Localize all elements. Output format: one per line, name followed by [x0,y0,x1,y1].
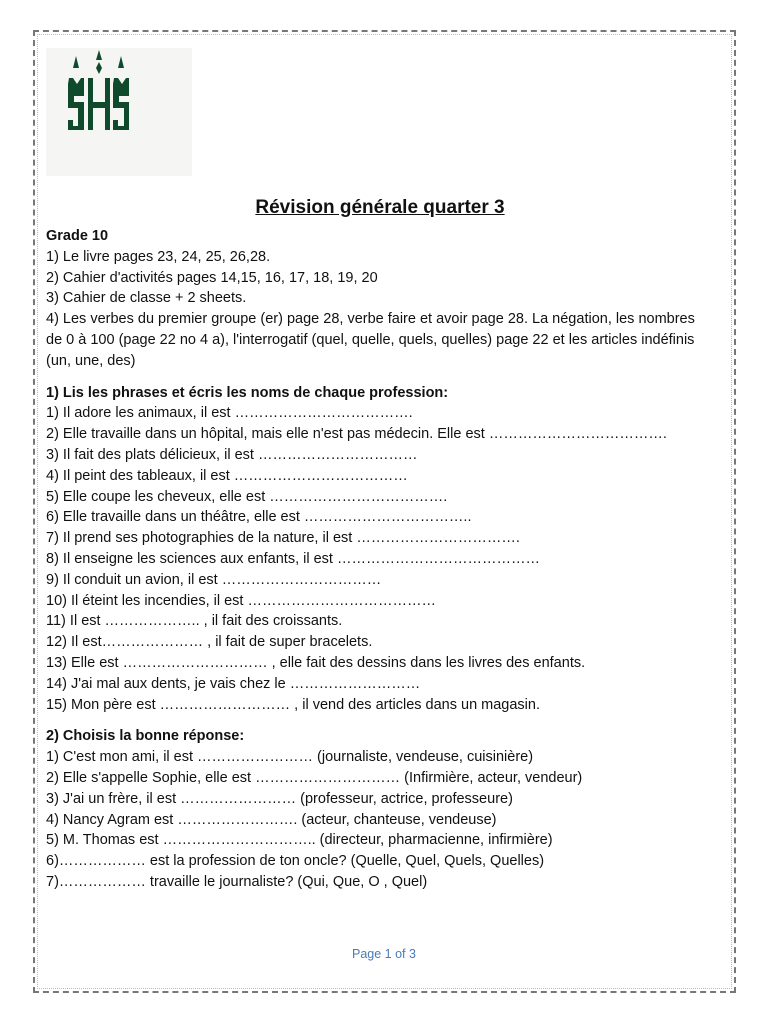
exercise-item: 7) Il prend ses photographies de la nature, il est ……………………………. [46,530,520,547]
exercise-item: 12) Il est………………… , il fait de super bracelets. [46,634,373,651]
exercise-item: 15) Mon père est ……………………… , il vend des articles dans un magasin. [46,696,540,713]
exercise-item: 1) C'est mon ami, il est …………………… (journaliste, vendeuse, cuisinière) [46,749,534,766]
exercise-item: 9) Il conduit un avion, il est …………………………… [46,571,382,588]
exercise-item: 11) Il est ……………….. , il fait des croissants. [46,613,343,630]
section1-heading: 1) Lis les phrases et écris les noms de chaque profession: [46,384,449,401]
intro-item: 3) Cahier de classe + 2 sheets. [46,290,247,307]
exercise-item: 5) M. Thomas est ………………………….. (directeur, pharmacienne, infirmière) [46,832,553,849]
intro-item: 1) Le livre pages 23, 24, 25, 26,28. [46,248,271,265]
exercise-item: 10) Il éteint les incendies, il est ………………………………… [46,592,436,609]
exercise-item: 2) Elle s'appelle Sophie, elle est ………………………… (Infirmière, acteur, vendeur) [46,769,583,786]
exercise-item: 3) Il fait des plats délicieux, il est …………………………… [46,446,418,463]
intro-item: 4) Les verbes du premier groupe (er) page 28, verbe faire et avoir page 28. La négation, les nombres de 0 à 100 (page 22 no 4 a), l'interrogatif (quel, quelle, quels, quelles) page 22 et les articles indéfinis (un, une, des) [46,311,695,369]
exercise-item: 14) J'ai mal aux dents, je vais chez le ……………………… [46,675,421,692]
page-number: Page 1 of 3 [352,947,416,961]
section2-heading: 2) Choisis la bonne réponse: [46,728,245,745]
school-logo [46,48,192,176]
document-body [46,196,714,893]
exercise-item: 8) Il enseigne les sciences aux enfants, il est …………………………………… [46,550,540,567]
exercise-item: 1) Il adore les animaux, il est ………………………………. [46,405,413,422]
exercise-item: 4) Nancy Agram est ……………………. (acteur, chanteuse, vendeuse) [46,811,497,828]
exercise-item: 5) Elle coupe les cheveux, elle est ………………………………. [46,488,448,505]
page-title: Révision générale quarter 3 [255,197,505,218]
exercise-item: 13) Elle est ………………………… , elle fait des dessins dans les livres des enfants. [46,654,586,671]
shs-logo-icon [46,48,192,176]
exercise-item: 2) Elle travaille dans un hôpital, mais elle n'est pas médecin. Elle est ………………………………. [46,426,667,443]
exercise-item: 7)……………… travaille le journaliste? (Qui, Que, O , Quel) [46,873,428,890]
exercise-item: 6) Elle travaille dans un théâtre, elle est …………………………….. [46,509,472,526]
exercise-item: 6)……………… est la profession de ton oncle? (Quelle, Quel, Quels, Quelles) [46,853,545,870]
exercise-item: 4) Il peint des tableaux, il est ……………………………… [46,467,408,484]
intro-item: 2) Cahier d'activités pages 14,15, 16, 17, 18, 19, 20 [46,269,378,286]
exercise-item: 3) J'ai un frère, il est …………………… (professeur, actrice, professeure) [46,790,513,807]
grade-label: Grade 10 [46,228,109,244]
